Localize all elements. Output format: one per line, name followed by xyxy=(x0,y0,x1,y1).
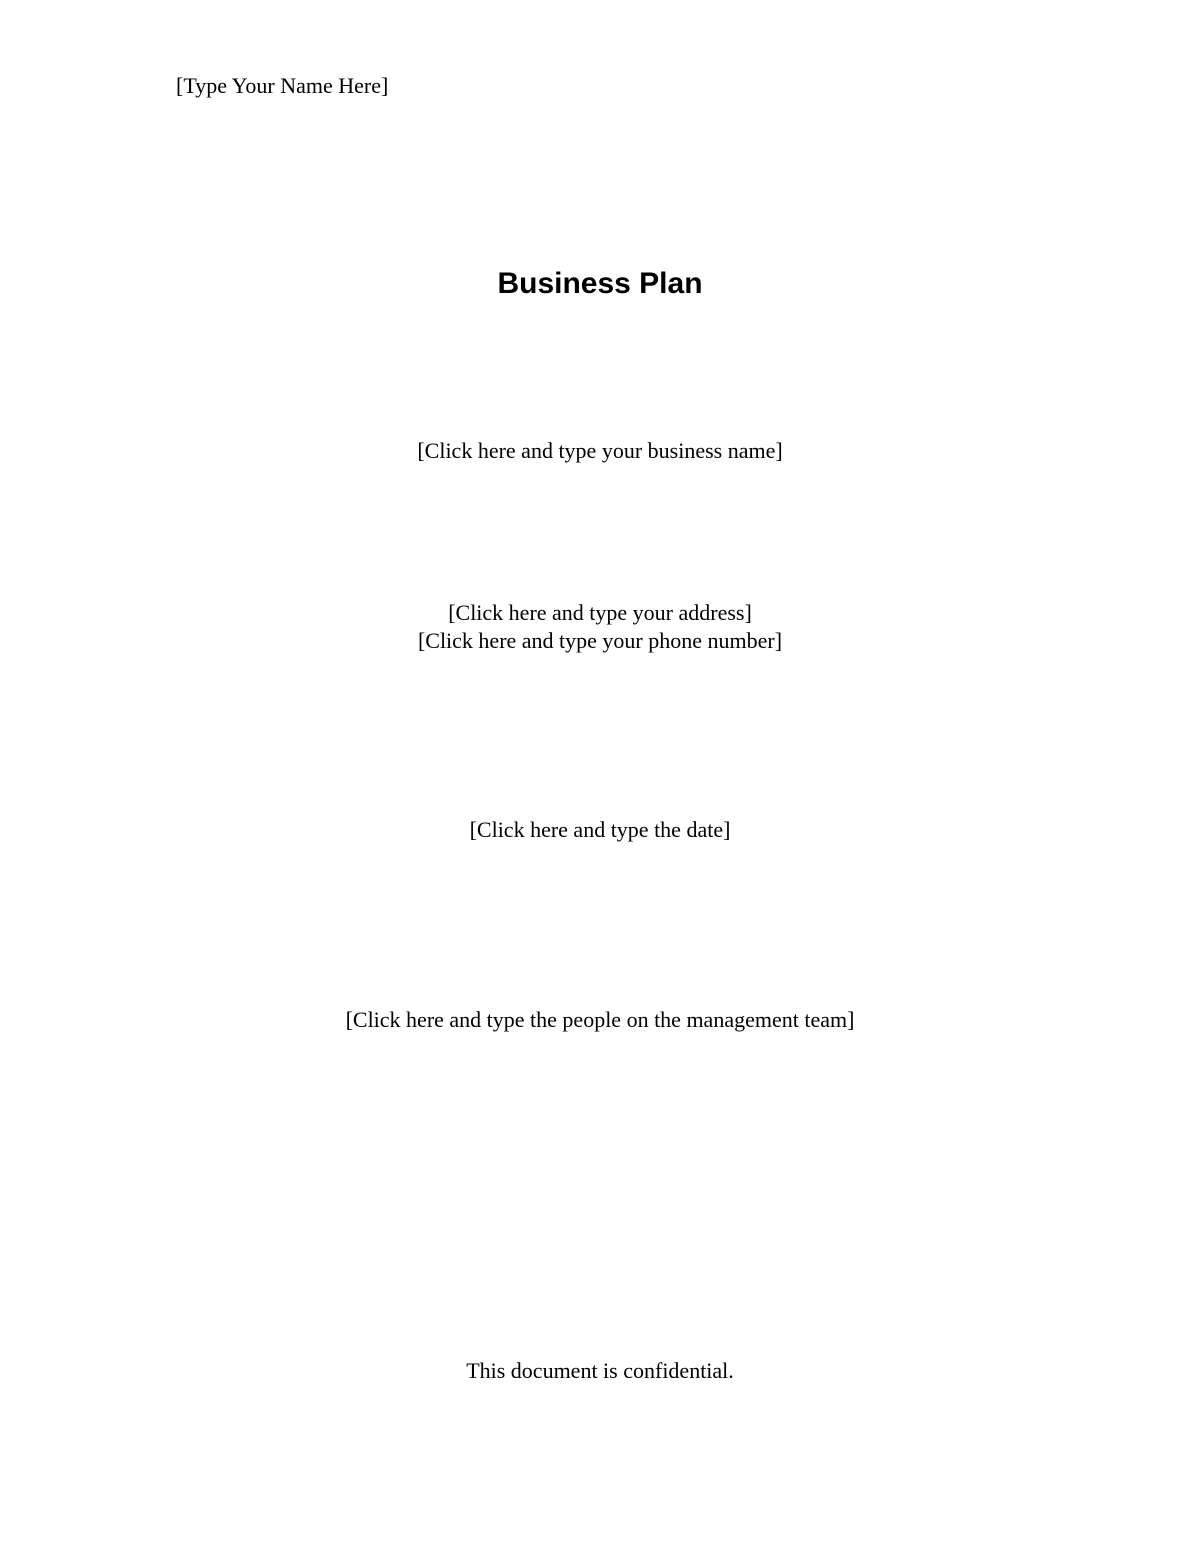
phone-number-field[interactable]: [Click here and type your phone number] xyxy=(417,628,783,653)
management-team-field[interactable]: [Click here and type the people on the management team] xyxy=(345,1007,855,1032)
business-name-field[interactable]: [Click here and type your business name] xyxy=(417,438,783,463)
date-field[interactable]: [Click here and type the date] xyxy=(469,817,731,842)
confidentiality-notice: This document is confidential. xyxy=(466,1358,734,1383)
document-title: Business Plan xyxy=(497,267,703,300)
address-field[interactable]: [Click here and type your address] xyxy=(448,600,752,625)
author-name-field[interactable]: [Type Your Name Here] xyxy=(176,73,389,98)
